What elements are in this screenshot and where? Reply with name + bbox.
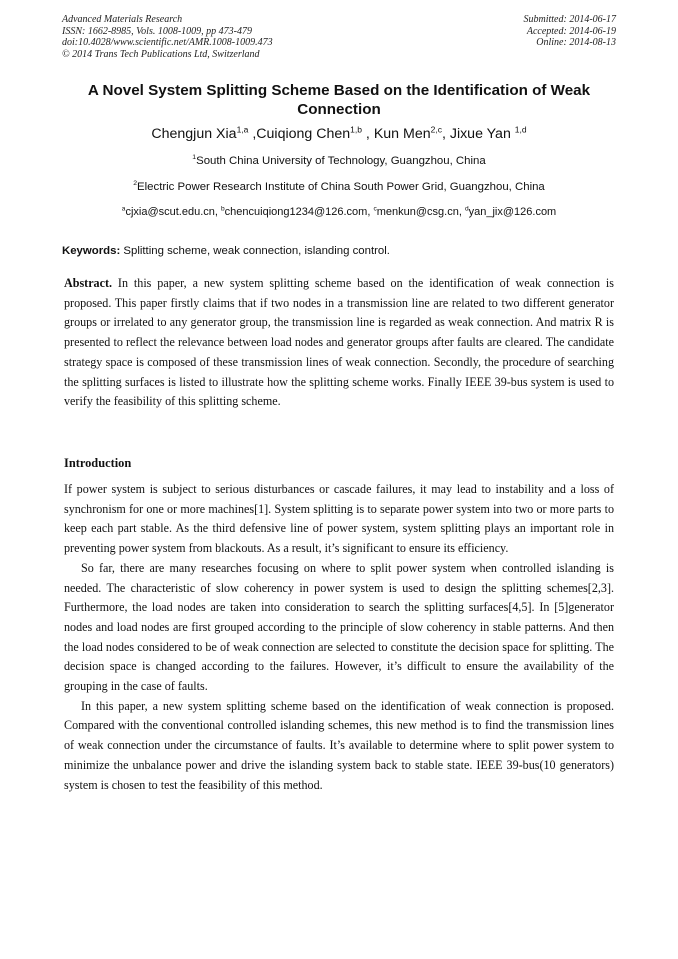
affiliation-marker: 2 bbox=[133, 180, 138, 188]
section-heading-introduction: Introduction bbox=[64, 456, 132, 470]
keywords-line bbox=[62, 244, 616, 258]
affiliation-marker: 1 bbox=[192, 154, 197, 162]
author-separator: , bbox=[248, 126, 257, 142]
author-name: Jixue Yan bbox=[449, 126, 515, 142]
affiliation-1 bbox=[40, 154, 638, 168]
email-marker: d bbox=[464, 205, 469, 213]
email-text: menkun@csg.cn, bbox=[376, 206, 465, 218]
author-list bbox=[62, 125, 616, 143]
keywords-text: Splitting scheme, weak connection, islanding control. bbox=[120, 245, 390, 257]
email-marker: c bbox=[373, 205, 377, 213]
submitted-date: Submitted: 2014-06-17 bbox=[523, 14, 616, 25]
author-separator: , bbox=[361, 126, 374, 142]
body-paragraph: In this paper, a new system splitting scheme based on the identification of weak connection is proposed. Compared with the conventional controlled islanding schemes, this new method is to find the transmission lines of weak connection under the circumstance of faults. It’s available to determine where to split power system to minimize the unbalance power and drive the islanding system back to stable state. IEEE 39-bus(10 generators) system is chosen to test the feasibility of this method. bbox=[64, 698, 614, 792]
body-paragraph: If power system is subject to serious disturbances or cascade failures, it may lead to instability and a loss of synchronism for one or more machines[1]. System splitting is to separate power system into two or more parts to keep each part stable. As the third defensive line of power system, system splitting plays an important role in preventing power system from blackouts. As a result, it’s significant to ensure its efficiency. bbox=[64, 482, 614, 556]
introduction-body bbox=[64, 480, 614, 795]
affiliation-text: South China University of Technology, Guangzhou, China bbox=[196, 155, 486, 167]
author-affiliation-marker: 2,c bbox=[430, 124, 442, 135]
body-paragraph: So far, there are many researches focusing on where to split power system when controlled islanding is needed. The characteristic of slow coherency in power system is used to design the splitting schemes[2,3]. Furthermore, the load nodes are taken into consideration to search the splitting surfaces[4,5]. In [5]generator nodes and load nodes are first grouped according to the principle of slow coherency in stable patterns. And then the load nodes considered to be of weak connection are selected to constitute the decision space for splitting. The decision space is changed according to the failures. However, it’s difficult to ensure the availability of the grouping in the case of faults. bbox=[64, 560, 614, 694]
author-name: Chengjun Xia bbox=[151, 126, 237, 142]
author-name: Kun Men bbox=[373, 126, 431, 142]
author-affiliation-marker: 1,d bbox=[514, 124, 527, 135]
doi-line: doi:10.4028/www.scientific.net/AMR.1008-1009.473 bbox=[62, 37, 273, 49]
paper-title: A Novel System Splitting Scheme Based on the Identification of Weak Connection bbox=[87, 82, 591, 118]
author-separator: , bbox=[441, 126, 450, 142]
issn-line: ISSN: 1662-8985, Vols. 1008-1009, pp 473-479 bbox=[62, 25, 252, 37]
author-emails bbox=[40, 205, 638, 219]
email-text: yan_jix@126.com bbox=[468, 206, 557, 218]
copyright-line: © 2014 Trans Tech Publications Ltd, Switzerland bbox=[62, 48, 260, 60]
header-left bbox=[62, 14, 273, 60]
accepted-date: Accepted: 2014-06-19 bbox=[526, 25, 616, 37]
email-text: chencuiqiong1234@126.com, bbox=[224, 206, 374, 218]
abstract-label: Abstract. bbox=[64, 276, 113, 290]
author-affiliation-marker: 1,a bbox=[236, 124, 249, 135]
email-marker: a bbox=[121, 205, 126, 213]
journal-name: Advanced Materials Research bbox=[62, 14, 183, 25]
online-date: Online: 2014-08-13 bbox=[536, 37, 616, 49]
email-text: cjxia@scut.edu.cn, bbox=[125, 206, 221, 218]
author-name: Cuiqiong Chen bbox=[256, 126, 351, 142]
affiliation-text: Electric Power Research Institute of China South Power Grid, Guangzhou, China bbox=[137, 181, 545, 193]
abstract-text: In this paper, a new system splitting scheme based on the identification of weak connection is proposed. This paper firstly claims that if two nodes in a transmission line are related to two different generator groups or irrelated to any generator group, the transmission line is regarded as weak connection. And matrix R is presented to reflect the relevance between load nodes and generator groups after faults are cleared. The candidate strategy space is composed of these transmission lines of weak connection. Secondly, the procedure of searching the splitting surfaces is listed to illustrate how the splitting scheme works. Finally IEEE 39-bus system is used to verify the feasibility of this splitting scheme. bbox=[64, 276, 614, 409]
affiliation-2 bbox=[40, 180, 638, 194]
keywords-label: Keywords: bbox=[62, 245, 121, 257]
header-right bbox=[524, 14, 617, 49]
author-affiliation-marker: 1,b bbox=[350, 124, 362, 135]
email-marker: b bbox=[220, 205, 225, 213]
abstract-paragraph bbox=[64, 274, 614, 412]
